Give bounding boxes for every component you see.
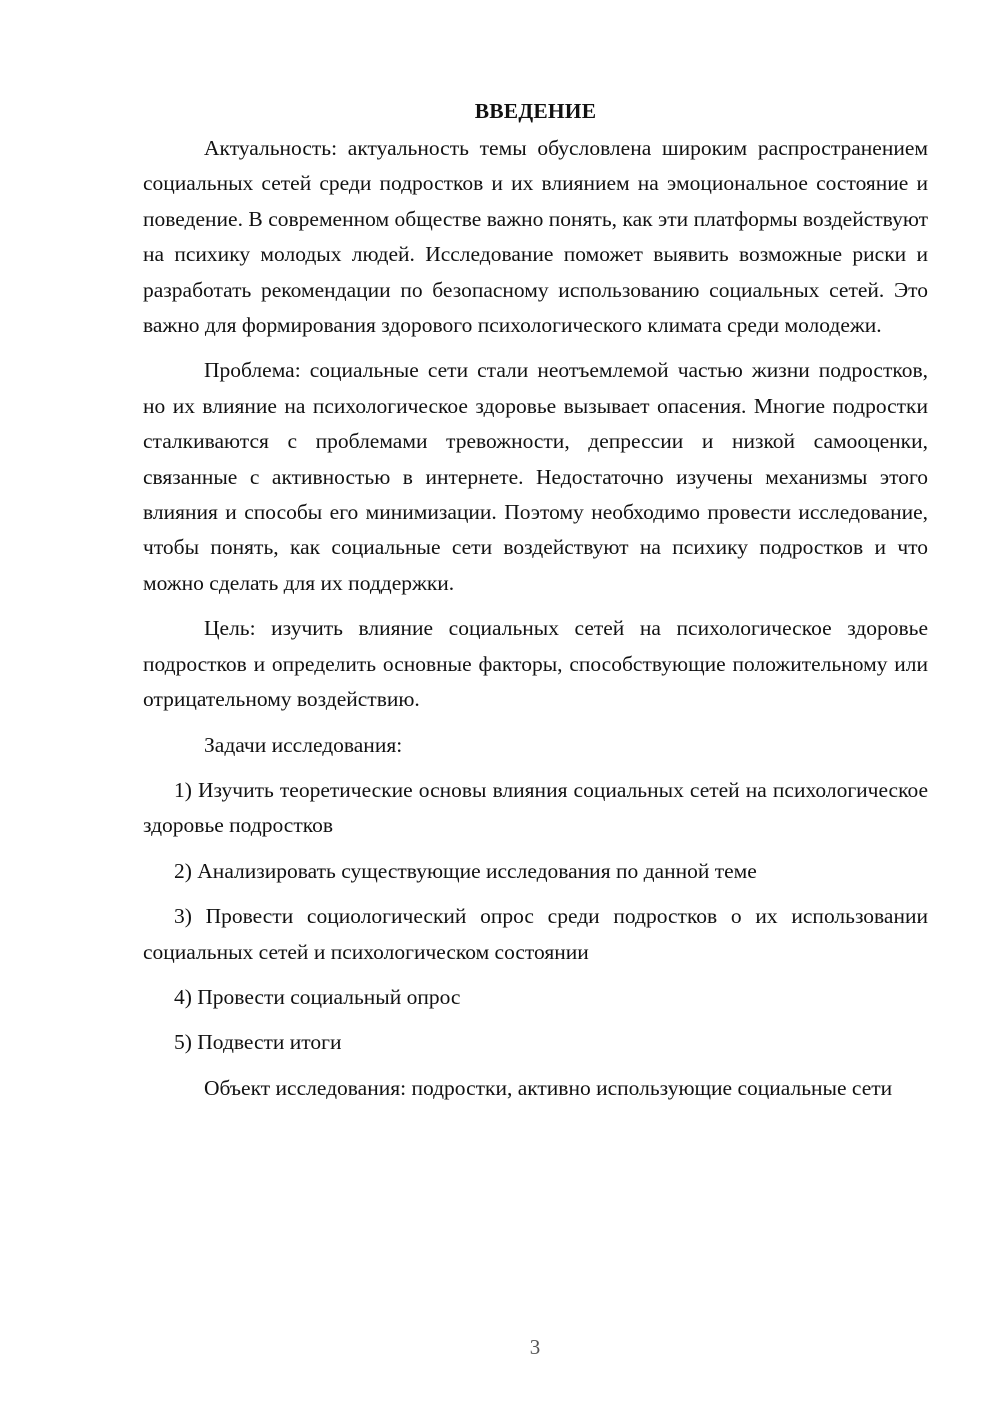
paragraph-goal: Цель: изучить влияние социальных сетей на психологическое здоровье подростков и определить основные факторы, способствующие положительному или отрицательному воздействию. [143,616,928,712]
document-body [143,96,928,1116]
task-item-4: 4) Провести социальный опрос [174,984,461,1009]
task-item-1: 1) Изучить теоретические основы влияния социальных сетей на психологическое здоровье подростков [143,777,928,838]
task-item-5: 5) Подвести итоги [174,1030,342,1055]
task-item-2: 2) Анализировать существующие исследования по данной теме [174,858,757,883]
section-heading: ВВЕДЕНИЕ [474,99,597,123]
paragraph-object: Объект исследования: подростки, активно использующие социальные сети [204,1075,893,1100]
page-number: 3 [529,1335,541,1359]
tasks-heading: Задачи исследования: [204,732,403,757]
paragraph-relevance: Актуальность: актуальность темы обусловлена широким распространением социальных сетей среди подростков и их влиянием на эмоциональное состояние и поведение. В современном обществе важно понять, как эти платформы воздействуют на психику молодых людей. Исследование поможет выявить возможные риски и разработать рекомендации по безопасному использованию социальных сетей. Это важно для формирования здорового психологического климата среди молодежи. [143,136,928,338]
paragraph-problem: Проблема: социальные сети стали неотъемлемой частью жизни подростков, но их влияние на психологическое здоровье вызывает опасения. Многие подростки сталкиваются с проблемами тревожности, депрессии и низкой самооценки, связанные с активностью в интернете. Недостаточно изучены механизмы этого влияния и способы его минимизации. Поэтому необходимо провести исследование, чтобы понять, как социальные сети воздействуют на психику подростков и что можно сделать для их поддержки. [143,358,928,595]
task-item-3: 3) Провести социологический опрос среди подростков о их использовании социальных сетей и психологическом состоянии [143,904,928,964]
